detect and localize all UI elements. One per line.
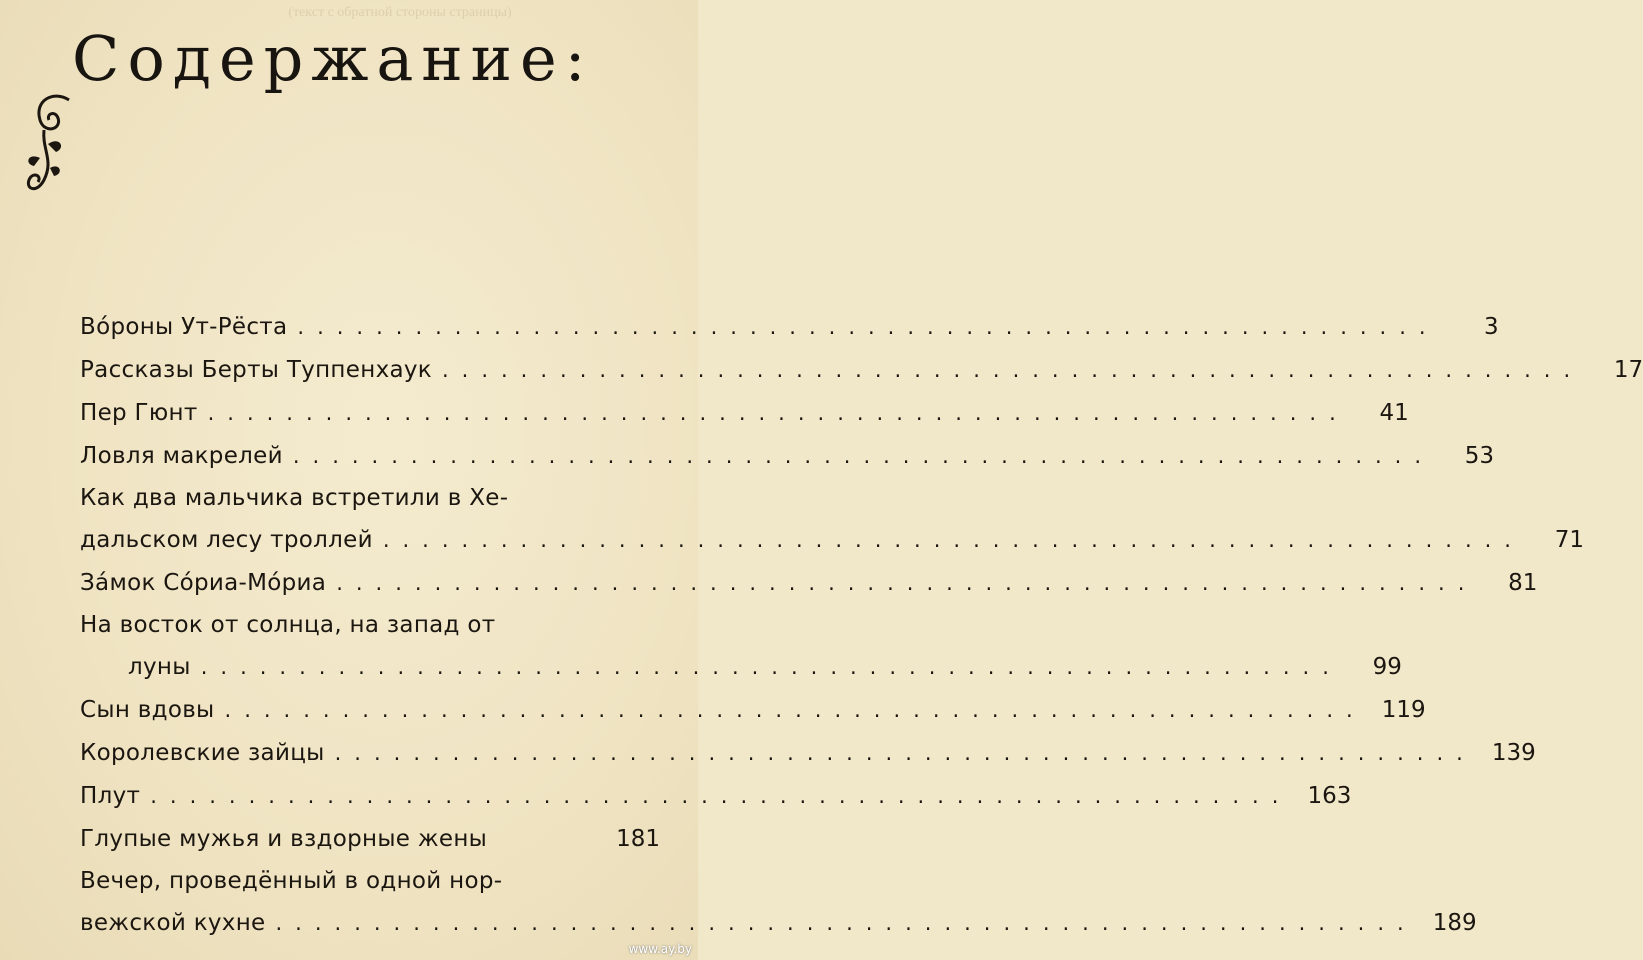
toc-page-number: 3 xyxy=(1483,314,1499,340)
toc-entry xyxy=(80,478,1584,562)
toc-page-number: 139 xyxy=(1491,740,1536,766)
toc-entry-title-line2: дальском лесу троллей xyxy=(80,527,373,553)
dot-leader: .......................................................... xyxy=(382,528,1524,552)
toc-entry xyxy=(80,562,1538,605)
toc-entry-title: Рассказы Берты Туппенхаук xyxy=(80,357,432,383)
toc-entry-title: Глупые мужья и вздорные жены xyxy=(80,826,488,852)
toc-entry-title-line1: На восток от солнца, на запад от xyxy=(80,612,496,638)
toc-entry-title: Сын вдовы xyxy=(80,697,215,723)
toc-entry-title: Ловля макрелей xyxy=(80,443,283,469)
toc-entry xyxy=(80,732,1536,775)
bleed-line: (текст с обратной стороны страницы) xyxy=(288,5,512,20)
dot-leader: .......................................................... xyxy=(441,358,1584,382)
dot-leader: .......................................................... xyxy=(336,571,1478,595)
toc-entry xyxy=(80,775,1352,818)
dot-leader: .......................................................... xyxy=(224,698,1366,722)
toc-entry xyxy=(80,349,1643,392)
toc-entry-title: Пер Гюнт xyxy=(80,400,198,426)
toc-page-number: 41 xyxy=(1379,400,1409,426)
toc-page-number: 17 xyxy=(1613,357,1643,383)
toc-entry xyxy=(80,605,1402,689)
page-title: Содержание: xyxy=(72,22,594,95)
toc-entry xyxy=(80,306,1499,349)
toc-entry xyxy=(80,818,660,861)
toc-entry xyxy=(80,861,1477,945)
toc-entry-title-line2: вежской кухне xyxy=(80,910,266,936)
dot-leader: .......................................................... xyxy=(150,784,1292,808)
dot-leader: .......................................................... xyxy=(292,444,1435,468)
toc-entry-title: Вóроны Ут-Рёста xyxy=(80,314,288,340)
toc-page-number: 163 xyxy=(1307,783,1352,809)
toc-entry-title-line1: Как два мальчика встретили в Хе- xyxy=(80,485,509,511)
toc-entry-title-line2: луны xyxy=(128,654,191,680)
toc-entry-title: Плут xyxy=(80,783,141,809)
dot-leader: .......................................................... xyxy=(275,911,1417,935)
dot-leader: .......................................................... xyxy=(334,741,1476,765)
toc-entry xyxy=(80,435,1495,478)
toc-entry-title: Королевские зайцы xyxy=(80,740,325,766)
toc-entry xyxy=(80,392,1409,435)
toc-page-number: 119 xyxy=(1381,697,1426,723)
toc-page-number: 81 xyxy=(1508,570,1538,596)
table-of-contents xyxy=(80,306,1643,945)
dot-leader: .......................................................... xyxy=(297,315,1439,339)
toc-entry-title: Зáмок Сóриа-Мóриа xyxy=(80,570,327,596)
dot-leader: .......................................................... xyxy=(200,655,1342,679)
toc-page-number: 181 xyxy=(616,826,660,852)
toc-page-number: 53 xyxy=(1464,443,1495,469)
toc-page-number: 99 xyxy=(1372,654,1402,680)
toc-entry xyxy=(80,689,1426,732)
toc-entry-title-line1: Вечер, проведённый в одной нор- xyxy=(80,868,503,894)
dot-leader: .......................................................... xyxy=(207,401,1349,425)
watermark: www.ay.by xyxy=(628,942,692,956)
toc-page-number: 71 xyxy=(1554,527,1584,553)
toc-page-number: 189 xyxy=(1432,910,1477,936)
